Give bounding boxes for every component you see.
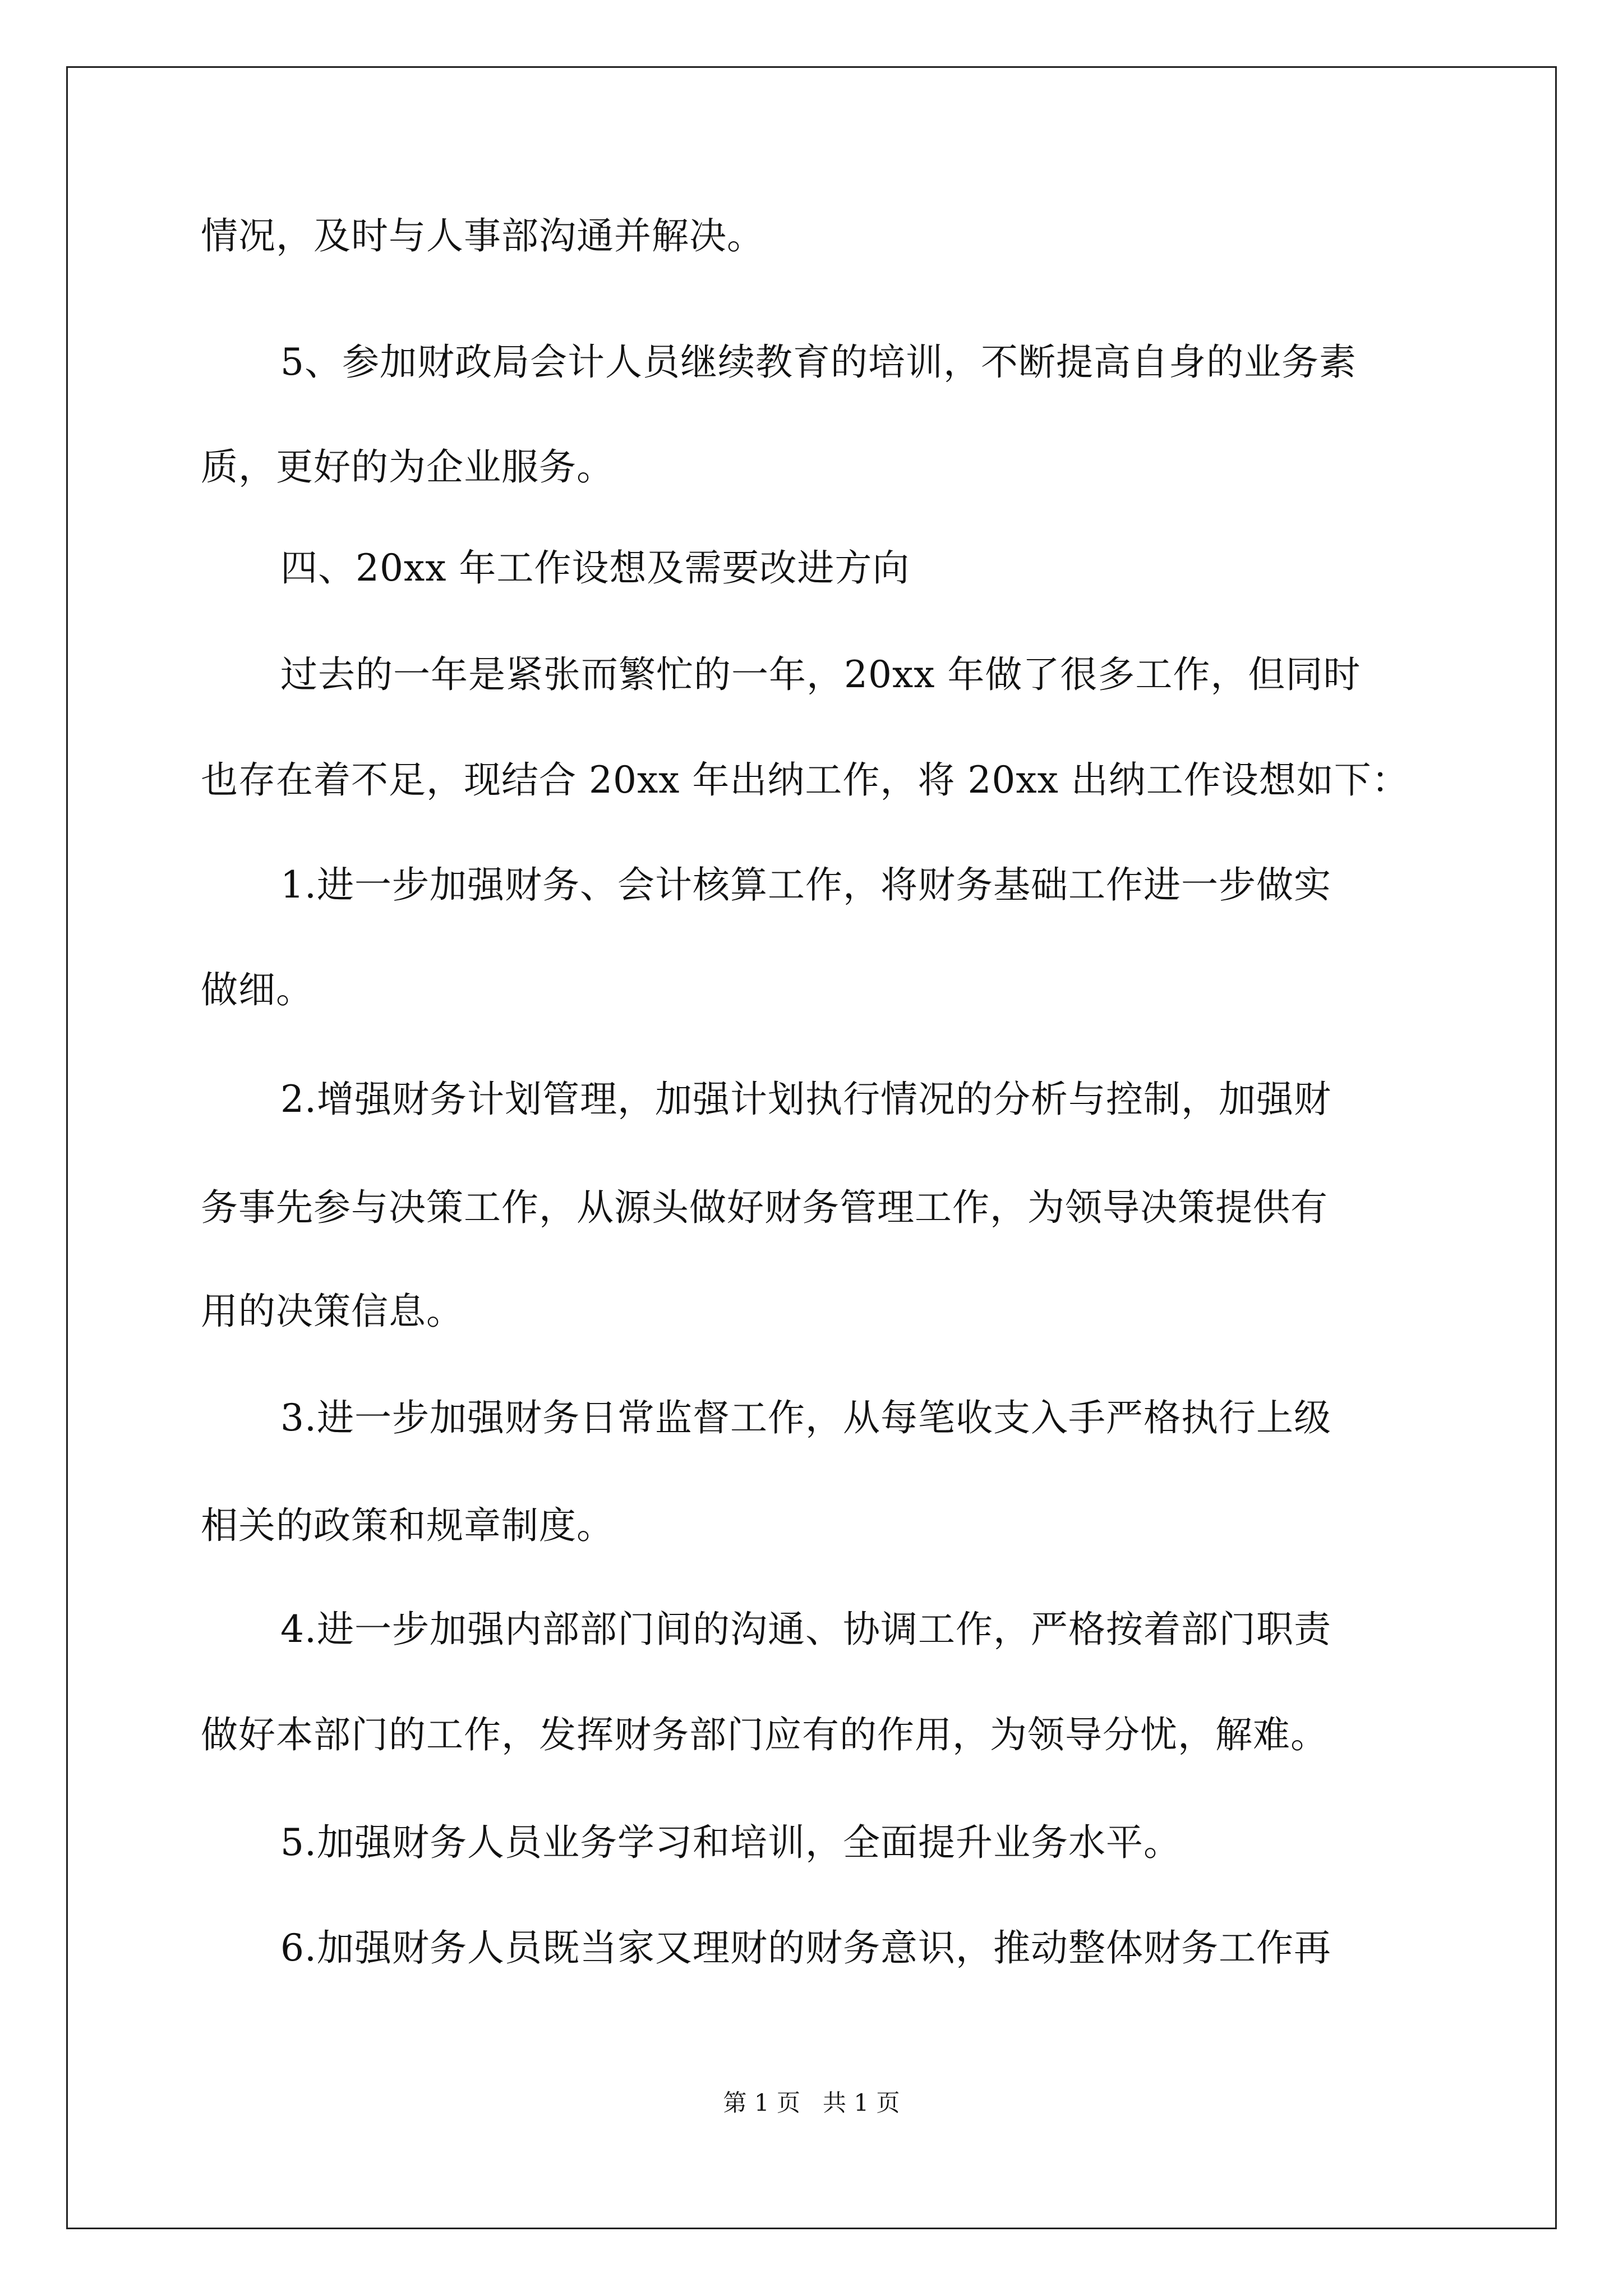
text-line: 质，更好的为企业服务。 — [201, 445, 614, 489]
section-heading: 四、20xx 年工作设想及需要改进方向 — [280, 546, 910, 590]
text-line: 做细。 — [201, 968, 313, 1011]
text-line: 情况，及时与人事部沟通并解决。 — [201, 214, 764, 257]
text-line: 5.加强财务人员业务学习和培训，全面提升业务水平。 — [280, 1821, 1181, 1864]
text-line: 过去的一年是紧张而繁忙的一年，20xx 年做了很多工作，但同时 — [280, 653, 1361, 696]
text-line: 4.进一步加强内部部门间的沟通、协调工作，严格按着部门职责 — [280, 1608, 1331, 1651]
text-line: 2.增强财务计划管理，加强计划执行情况的分析与控制，加强财 — [280, 1078, 1331, 1121]
text-line: 做好本部门的工作，发挥财务部门应有的作用，为领导分忧，解难。 — [201, 1713, 1328, 1756]
text-line: 也存在着不足，现结合 20xx 年出纳工作，将 20xx 出纳工作设想如下： — [201, 758, 1409, 802]
page-footer: 第 1 页 共 1 页 — [723, 2089, 900, 2116]
text-line: 3.进一步加强财务日常监督工作，从每笔收支入手严格执行上级 — [280, 1396, 1331, 1439]
text-line: 5、参加财政局会计人员继续教育的培训，不断提高自身的业务素 — [280, 341, 1357, 384]
page-border — [66, 66, 1557, 2229]
text-line: 1.进一步加强财务、会计核算工作，将财务基础工作进一步做实 — [280, 863, 1331, 907]
text-line: 6.加强财务人员既当家又理财的财务意识，推动整体财务工作再 — [280, 1926, 1331, 1970]
text-line: 务事先参与决策工作，从源头做好财务管理工作，为领导决策提供有 — [201, 1186, 1328, 1229]
text-line: 用的决策信息。 — [201, 1290, 464, 1333]
text-line: 相关的政策和规章制度。 — [201, 1504, 614, 1547]
